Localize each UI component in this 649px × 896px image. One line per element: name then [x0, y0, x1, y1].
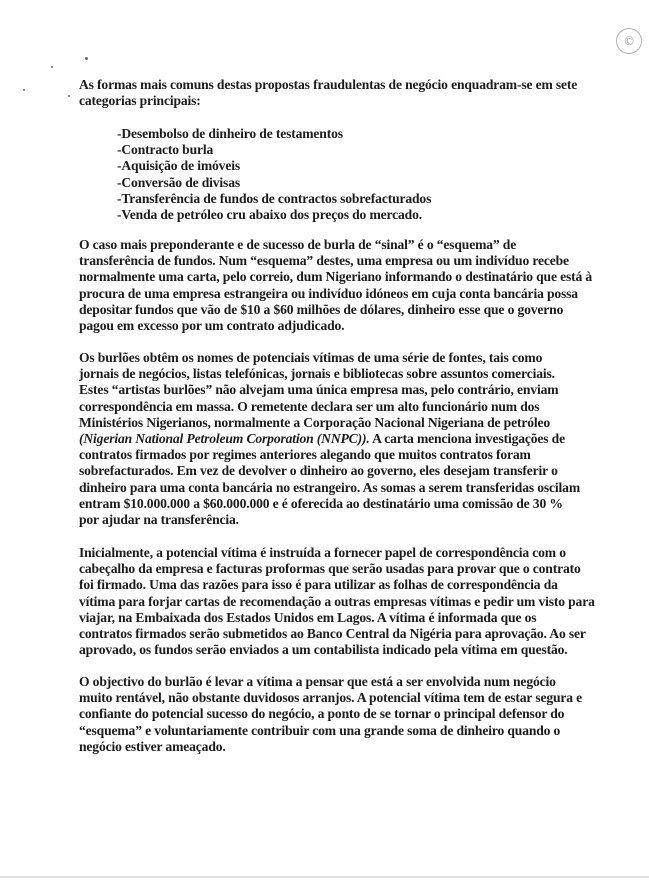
- intro-paragraph: [79, 77, 577, 109]
- text-line: categorias principais:: [79, 93, 201, 109]
- text-line: aprovado, os fundos serão enviados a um contabilista indicado pela vítima em questão.: [79, 642, 568, 658]
- text-line: Ministérios Nigerianos, normalmente a Corporação Nacional Nigeriana de petróleo: [79, 414, 551, 430]
- text-line: O caso mais preponderante e de sucesso de burla de “sinal” é o “esquema” de: [79, 237, 517, 252]
- text-line: foi firmado. Uma das razões para isso é para utilizar as folhas de correspondência da: [79, 577, 558, 593]
- text-line: por ajudar na transferência.: [79, 512, 239, 528]
- paragraph-victim-sources: [79, 350, 580, 528]
- text-line: cabeçalho da empresa e facturas proformas que serão usadas para provar que o contrato: [79, 561, 581, 577]
- scan-speck: [68, 95, 70, 97]
- scan-edge-divider: [0, 876, 649, 878]
- list-item: -Venda de petróleo cru abaixo dos preços do mercado.: [117, 207, 422, 223]
- text-line: jornais de negócios, listas telefónicas, jornais e bibliotecas sobre assuntos comerciais.: [79, 366, 555, 382]
- text-line: normalmente uma carta, pelo correio, dum Nigeriano informando o destinatário que está à: [79, 269, 593, 285]
- paragraph-funds-transfer: [79, 237, 592, 334]
- text-line: contratos firmados serão submetidos ao Banco Central da Nigéria para aprovação. Ao ser: [79, 626, 586, 642]
- list-item: -Contracto burla: [117, 142, 214, 158]
- paragraph-objective: [79, 674, 582, 755]
- text-line: vítima para forjar cartas de recomendação a outras empresas vítimas e pedir um visto para: [79, 593, 595, 609]
- text-line: transferência de fundos. Num “esquema” destes, uma empresa ou um indivíduo recebe: [79, 253, 569, 269]
- scan-speck: [85, 57, 88, 60]
- text-line: sobrefacturados. Em vez de devolver o dinheiro ao governo, eles desejam transferir o: [79, 463, 558, 479]
- list-item: -Transferência de fundos de contractos sobrefacturados: [117, 190, 432, 206]
- scan-speck: [23, 89, 25, 91]
- text-line: muito rentável, não obstante duvidosos arranjos. A potencial vítima tem de estar segura e: [79, 690, 583, 706]
- text-line: viajar, na Embaixada dos Estados Unidos em Lagos. A vítima é informada que os: [79, 609, 537, 625]
- text-line: contratos firmados por regimes anteriores alegando que muitos contratos foram: [79, 447, 531, 463]
- text-line: O objectivo do burlão é levar a vítima a pensar que está a ser envolvida num negócio: [79, 674, 556, 689]
- text-line: Inicialmente, a potencial vítima é instruída a fornecer papel de correspondência com o: [79, 545, 566, 560]
- nnpc-name: (Nigerian National Petroleum Corporation (NNPC)).: [79, 431, 370, 447]
- text-line: “esquema” e voluntariamente contribuir com una grande soma de dinheiro quando o: [79, 722, 561, 738]
- category-list: [117, 126, 431, 223]
- copyright-stamp-icon: ©: [612, 24, 646, 58]
- text-line: pagou em excesso por um contrato adjudicado.: [79, 318, 345, 334]
- list-item: -Conversão de divisas: [117, 174, 240, 190]
- text-line: confiante do potencial sucesso do negócio, a ponto de se tornar o principal defensor do: [79, 706, 565, 722]
- list-item: -Aquisição de imóveis: [117, 158, 240, 174]
- text-line: negócio estiver ameaçado.: [79, 738, 226, 754]
- text-line: As formas mais comuns destas propostas fraudulentas de negócio enquadram-se em sete: [79, 77, 578, 92]
- paragraph-letterhead: [79, 545, 595, 658]
- text-line: dinheiro para uma conta bancária no estrangeiro. As somas a serem transferidas oscilam: [79, 479, 581, 495]
- text-line: Os burlões obtêm os nomes de potenciais vítimas de uma série de fontes, tais como: [79, 350, 543, 365]
- text-line: depositar fundos que vão de $10 a $60 milhões de dólares, dinheiro esse que o governo: [79, 301, 564, 317]
- text-line: [79, 431, 580, 447]
- scan-speck: [51, 66, 53, 68]
- text-line: entram $10.000.000 a $60.000.000 e é oferecida ao destinatário uma comissão de 30 %: [79, 495, 563, 511]
- text-line: Estes “artistas burlões” não alvejam uma única empresa mas, pelo contrário, enviam: [79, 382, 559, 398]
- list-item: -Desembolso de dinheiro de testamentos: [117, 126, 343, 141]
- text-line: procura de uma empresa estrangeira ou indivíduo idóneos em cuja conta bancária possa: [79, 285, 578, 301]
- text-line-tail: A carta menciona investigações de: [369, 431, 565, 447]
- text-line: correspondência em massa. O remetente declara ser um alto funcionário num dos: [79, 398, 540, 414]
